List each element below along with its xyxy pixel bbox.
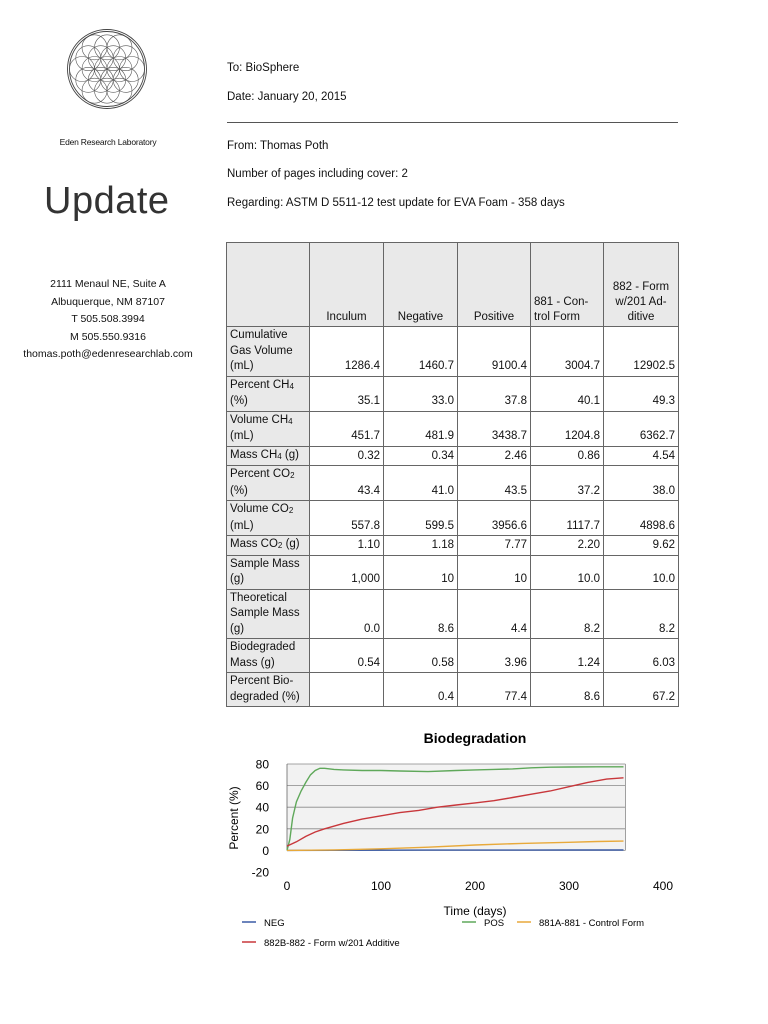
legend-label: 882B-882 - Form w/201 Additive <box>264 938 400 949</box>
table-cell: 0.32 <box>310 446 384 466</box>
table-row <box>227 673 679 707</box>
table-cell: 4.54 <box>604 446 679 466</box>
header-divider <box>227 122 678 123</box>
y-tick-label: -20 <box>251 865 269 880</box>
table-cell: 3004.7 <box>531 327 604 377</box>
table-cell: 6.03 <box>604 639 679 673</box>
column-header: Positive <box>458 243 531 327</box>
table-cell: 0.34 <box>384 446 458 466</box>
row-label: Theoretical Sample Mass (g) <box>227 589 310 639</box>
address-phone: T 505.508.3994 <box>71 313 145 325</box>
row-label: Sample Mass (g) <box>227 555 310 589</box>
table-row <box>227 589 679 639</box>
header-date: Date: January 20, 2015 <box>227 91 347 103</box>
table-cell: 1460.7 <box>384 327 458 377</box>
table-cell: 12902.5 <box>604 327 679 377</box>
table-cell: 6362.7 <box>604 411 679 446</box>
y-tick-label: 40 <box>255 800 269 815</box>
table-cell: 3956.6 <box>458 501 531 536</box>
table-cell: 43.4 <box>310 466 384 501</box>
header-regarding: Regarding: ASTM D 5511-12 test update for EVA Foam - 358 days <box>227 197 565 209</box>
table-cell: 37.2 <box>531 466 604 501</box>
address-block <box>8 276 208 364</box>
table-cell: 43.5 <box>458 466 531 501</box>
table-cell: 1.18 <box>384 536 458 556</box>
y-tick-label: 60 <box>255 779 269 794</box>
table-cell: 599.5 <box>384 501 458 536</box>
column-header: 882 - Form w/201 Ad- ditive <box>604 243 679 327</box>
lab-name: Eden Research Laboratory <box>59 137 157 147</box>
table-cell: 1117.7 <box>531 501 604 536</box>
table-cell: 451.7 <box>310 411 384 446</box>
table-cell: 3.96 <box>458 639 531 673</box>
column-header: 881 - Con- trol Form <box>531 243 604 327</box>
table-cell: 3438.7 <box>458 411 531 446</box>
table-cell: 8.2 <box>531 589 604 639</box>
row-label: Percent $CO_2$ (%) <box>227 466 310 501</box>
x-tick-label: 0 <box>283 879 291 893</box>
header-to: To: BioSphere <box>227 62 300 74</box>
header-from: From: Thomas Poth <box>227 140 329 152</box>
table-row <box>227 536 679 556</box>
table-cell: 10 <box>384 555 458 589</box>
row-label: Percent $CH_4$ (%) <box>227 376 310 411</box>
table-cell: 0.4 <box>384 673 458 707</box>
x-axis-label: Time (days) <box>443 904 507 918</box>
row-label: Mass $CH_4$ (g) <box>227 446 310 466</box>
table-cell: 1.10 <box>310 536 384 556</box>
table-cell: 10.0 <box>531 555 604 589</box>
table-corner-cell <box>227 243 310 327</box>
legend-label: NEG <box>264 918 285 929</box>
address-street: 2111 Menaul NE, Suite A <box>50 278 166 290</box>
table-cell: 1204.8 <box>531 411 604 446</box>
address-mobile: M 505.550.9316 <box>70 330 146 343</box>
table-cell: 33.0 <box>384 376 458 411</box>
row-label: Volume $CO_2$ (mL) <box>227 501 310 536</box>
document-title: Update <box>44 180 170 222</box>
table-cell: 10 <box>458 555 531 589</box>
table-cell: 49.3 <box>604 376 679 411</box>
x-tick-label: 400 <box>652 879 674 893</box>
x-tick-label: 200 <box>464 879 486 893</box>
table-cell <box>310 673 384 707</box>
column-header: Inculum <box>310 243 384 327</box>
address-email: thomas.poth@edenresearchlab.com <box>23 348 193 360</box>
table-cell: 4898.6 <box>604 501 679 536</box>
row-label: Volume $CH_4$ (mL) <box>227 411 310 446</box>
row-label: Mass $CO_2$ (g) <box>227 536 310 556</box>
table-cell: 38.0 <box>604 466 679 501</box>
table-cell: 8.2 <box>604 589 679 639</box>
table-cell: 9.62 <box>604 536 679 556</box>
table-cell: 481.9 <box>384 411 458 446</box>
table-row <box>227 446 679 466</box>
table-cell: 7.77 <box>458 536 531 556</box>
table-cell: 8.6 <box>384 589 458 639</box>
table-row <box>227 376 679 411</box>
y-tick-label: 80 <box>255 757 269 772</box>
table-cell: 67.2 <box>604 673 679 707</box>
table-cell: 40.1 <box>531 376 604 411</box>
y-tick-label: 0 <box>262 843 269 858</box>
table-cell: 41.0 <box>384 466 458 501</box>
table-cell: 37.8 <box>458 376 531 411</box>
biodegradation-chart <box>222 724 692 984</box>
table-row <box>227 501 679 536</box>
table-cell: 2.20 <box>531 536 604 556</box>
table-cell: 1,000 <box>310 555 384 589</box>
legend-label: POS <box>484 918 505 929</box>
table-cell: 9100.4 <box>458 327 531 377</box>
legend-label: 881A-881 - Control Form <box>539 918 645 929</box>
header-pages: Number of pages including cover: 2 <box>227 168 408 180</box>
y-axis-label: Percent (%) <box>227 786 241 850</box>
table-cell: 0.54 <box>310 639 384 673</box>
table-cell: 2.46 <box>458 446 531 466</box>
table-cell: 4.4 <box>458 589 531 639</box>
table-row <box>227 411 679 446</box>
y-tick-label: 20 <box>255 822 269 837</box>
table-cell: 10.0 <box>604 555 679 589</box>
x-tick-label: 100 <box>370 879 392 893</box>
table-cell: 1.24 <box>531 639 604 673</box>
row-label: Biodegraded Mass (g) <box>227 639 310 673</box>
table-row <box>227 327 679 377</box>
table-row <box>227 466 679 501</box>
table-cell: 77.4 <box>458 673 531 707</box>
table-header-row <box>227 243 679 327</box>
table-cell: 1286.4 <box>310 327 384 377</box>
table-cell: 35.1 <box>310 376 384 411</box>
table-row <box>227 639 679 673</box>
flower-of-life-logo <box>56 18 158 120</box>
table-cell: 557.8 <box>310 501 384 536</box>
row-label: Cumulative Gas Volume (mL) <box>227 327 310 377</box>
row-label: Percent Bio-degraded (%) <box>227 673 310 707</box>
table-row <box>227 555 679 589</box>
table-cell: 0.58 <box>384 639 458 673</box>
table-cell: 0.0 <box>310 589 384 639</box>
table-cell: 0.86 <box>531 446 604 466</box>
table-cell: 8.6 <box>531 673 604 707</box>
address-city: Albuquerque, NM 87107 <box>51 295 165 308</box>
results-table <box>226 242 679 707</box>
x-tick-label: 300 <box>558 879 580 893</box>
column-header: Negative <box>384 243 458 327</box>
chart-title: Biodegradation <box>423 730 527 746</box>
